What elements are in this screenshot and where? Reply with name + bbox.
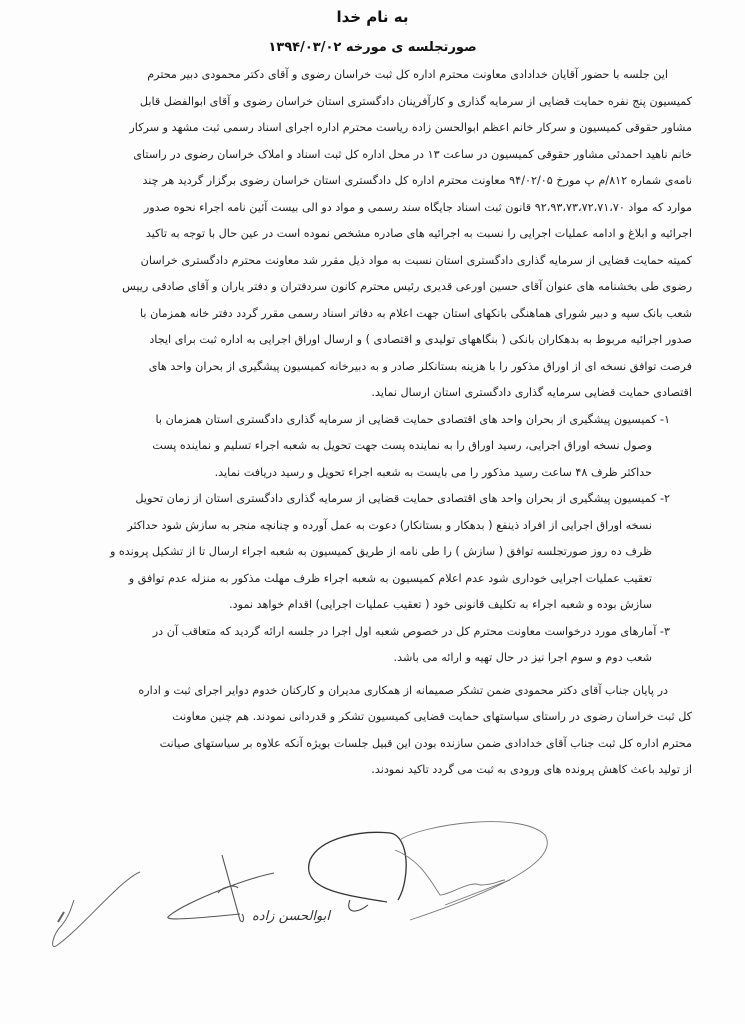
text-line: شعب بانک سپه و دبیر شورای هماهنگی بانکهای استان جهت اعلام به دفاتر اسناد رسمی مقرر گردد دفتر خانه همزمان با [139, 306, 692, 320]
list-item-3 [60, 619, 692, 672]
signature-3 [309, 832, 407, 911]
document-body [60, 62, 692, 784]
text-line: این جلسه با حضور آقایان خدادادی معاونت محترم اداره کل ثبت خراسان رضوی و آقای دکتر محمودی دبیر محترم [147, 68, 668, 81]
signature-handwritten-name: ابوالحسن زاده [251, 909, 330, 924]
signatures-area [0, 820, 745, 1020]
text-line: اجرائیه و ابلاغ و ادامه عملیات اجرایی را نسبت به اجرائیه های صادره مشخص نموده است در عین حال با توجه به تاکید [145, 227, 692, 240]
text-line: سازش بوده و شعبه اجراء به تکلیف قانونی خود ( تعقیب عملیات اجرایی) اقدام خواهد نمود. [229, 598, 652, 611]
text-line: موارد که مواد ۹۲،۹۳،۷۳،۷۲،۷۱،۷۰ قانون ثبت اسناد جایگاه سند رسمی و مواد دو الی بیست آئین نامه اجراء نحوه صدور [143, 200, 692, 214]
paragraph-closing [60, 678, 692, 784]
text-line: کمیته حمایت قضایی از سرمایه گذاری دادگستری استان نسبت به مواد ذیل مقرر شد معاونت محترم دادگستری خراسان [140, 253, 692, 267]
signature-1 [53, 872, 140, 947]
text-line: ۳- آمارهای مورد درخواست معاونت محترم کل در خصوص شعبه اول اجرا در جلسه ارائه گردید که متعاقب آن در [152, 624, 670, 638]
text-line: ۲- کمیسیون پیشگیری از بحران واحد های اقتصادی حمایت قضایی از سرمایه گذاری دادگستری استان از زمان تحویل [135, 492, 670, 505]
paragraph-intro [60, 62, 692, 407]
text-line: خانم ناهید احمدئی مشاور حقوقی کمیسیون در ساعت ۱۳ در محل اداره کل ثبت اسناد و املاک خراسان رضوی در راستای [133, 147, 692, 161]
text-line: فرصت توافق نسخه ای از اوراق مذکور را با هزینه بستانکلر صادر و به دبیرخانه کمیسیون پیشگیری از بحران واحد های [148, 359, 692, 373]
text-line: حداکثر ظرف ۴۸ ساعت رسید مذکور را می بایست به شعبه اجراء تحویل و رسید دریافت نماید. [214, 465, 652, 479]
text-line: کمیسیون پنج نفره حمایت قضایی از سرمایه گذاری و کارآفرینان دادگستری استان خراسان رضوی و آقای ابوالفضل قابل [139, 94, 692, 108]
text-line: صدور اجرائیه مربوط به بدهکاران بانکی ( بنگاههای تولیدی و اقتصادی ) و ارسال اوراق اجرایی به اداره ثبت برای ایجاد [149, 333, 692, 346]
text-line: تعقیب عملیات اجرایی خوداری شود عدم اعلام کمیسیون به شعبه اجراء ظرف مهلت مذکور به منزله عدم توافق و [128, 571, 652, 585]
text-line: از تولید باعث کاهش پرونده های ورودی به ثبت می گردد تاکید نمودند. [371, 763, 692, 776]
text-line: محترم اداره کل ثبت جناب آقای خدادادی ضمن سازنده بودن این قبیل جلسات بویژه آنکه علاوه بر سیاستهای صیانت [159, 736, 692, 750]
text-line: شعب دوم و سوم اجرا نیز در حال تهیه و ارائه می باشد. [393, 651, 652, 664]
document-heading: به نام خدا [336, 8, 409, 26]
signature-4 [395, 822, 547, 920]
text-line: در پایان جناب آقای دکتر محمودی ضمن تشکر صمیمانه از همکاری مدیران و کارکنان خدوم دوایر اجرای ثبت و اداره [138, 683, 668, 697]
text-line: وصول نسخه اوراق اجرایی، رسید اوراق را به نماینده پست جهت تحویل به شعبه اجراء تسلیم و نماینده پست [152, 439, 652, 452]
text-line: ۱- کمیسیون پیشگیری از بحران واحد های اقتصادی حمایت قضایی از سرمایه گذاری دادگستری استان همزمان با [155, 412, 670, 426]
text-line: رضوی طی بخشنامه های عنوان آقای حسین اورعی قدیری رئیس محترم کانون سردفتران و دفتر یاران و آقای صادقی رییس [122, 280, 692, 293]
text-line: نسخه اوراق اجرایی از افراد ذینفع ( بدهکار و بستانکار) دعوت به عمل آورده و چنانچه منجر به سازش شود حداکثر [127, 518, 652, 532]
text-line: مشاور حقوقی کمیسیون و سرکار خانم اعظم ابوالحسن زاده ریاست محترم اداره اجرای اسناد رسمی ثبت مشهد و سرکار [129, 121, 692, 134]
list-item-2 [60, 486, 692, 619]
text-line: اقتصادی حمایت قضایی سرمایه گذاری دادگستری استان ارسال نماید. [371, 386, 692, 399]
document-subheading-date: صورتجلسه ی مورخه ۱۳۹۴/۰۳/۰۲ [268, 40, 477, 55]
text-line: کل ثبت خراسان رضوی در راستای سیاستهای حمایت قضایی کمیسیون تشکر و قدردانی نمودند. هم چنین معاونت [172, 710, 692, 723]
text-line: ظرف ده روز صورتجلسه توافق ( سازش ) را طی نامه از طریق کمیسیون به شعبه اجراء ارسال تا از تشکیل پرونده و [109, 545, 652, 558]
text-line: نامه‌ی شماره ۸۱۲/م پ مورخ ۹۴/۰۲/۰۵ معاونت محترم اداره کل دادگستری استان خراسان رضوی برگزار گردید هر چند [142, 174, 692, 187]
list-item-1 [60, 407, 692, 487]
